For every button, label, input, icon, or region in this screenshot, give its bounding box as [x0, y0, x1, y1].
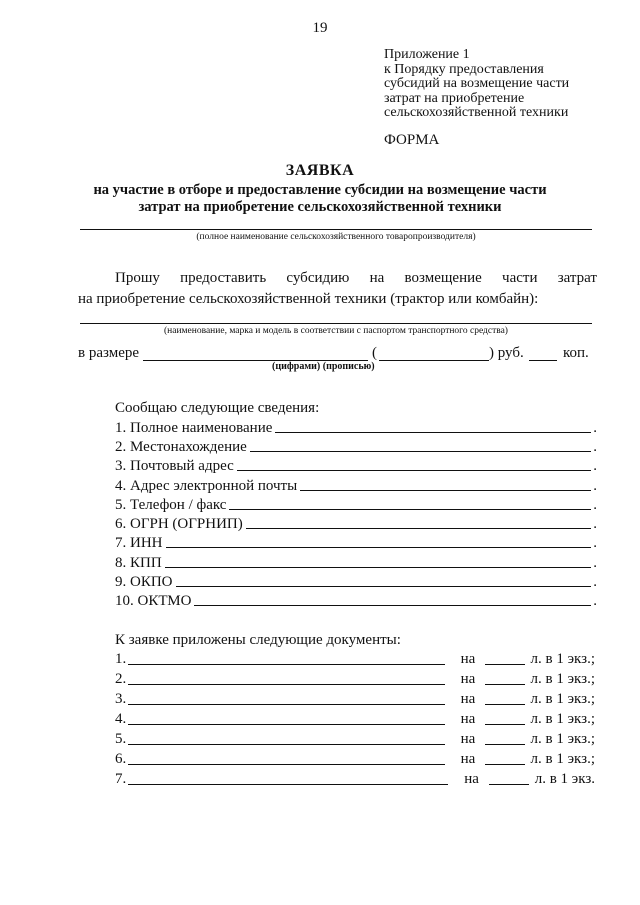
info-label: 8. КПП: [115, 555, 162, 571]
doc-pages-field[interactable]: [485, 764, 524, 765]
info-label: 2. Местонахождение: [115, 439, 247, 455]
doc-number: 6.: [115, 751, 127, 767]
amount-rub: ) руб.: [489, 345, 524, 361]
doc-number: 3.: [115, 691, 127, 707]
doc-pages-field[interactable]: [485, 724, 524, 725]
appendix-line: субсидий на возмещение части: [384, 76, 570, 91]
info-field[interactable]: [275, 432, 591, 433]
doc-number: 4.: [115, 711, 127, 727]
doc-pages-field[interactable]: [485, 684, 524, 685]
doc-name-field[interactable]: [128, 704, 444, 705]
request-line-1: [115, 270, 597, 287]
amount-words-field[interactable]: [379, 360, 489, 361]
request-word: части: [502, 270, 538, 286]
vehicle-name-field[interactable]: [80, 323, 592, 324]
amount-kop-label: коп.: [563, 345, 589, 361]
form-label: ФОРМА: [384, 132, 440, 148]
document-subtitle-line: затрат на приобретение сельскохозяйственной техники: [138, 199, 502, 215]
amount-caption: (цифрами) (прописью): [272, 361, 375, 372]
info-label: 5. Телефон / факс: [115, 497, 227, 513]
doc-name-field[interactable]: [128, 744, 444, 745]
doc-name-field[interactable]: [128, 724, 444, 725]
doc-row: 4. на л. в 1 экз.;: [115, 711, 595, 727]
request-word: на: [369, 270, 385, 286]
doc-row: 3. на л. в 1 экз.;: [115, 691, 595, 707]
producer-name-field[interactable]: [80, 229, 592, 230]
info-label: 10. ОКТМО: [115, 593, 192, 609]
doc-pages-field[interactable]: [485, 704, 524, 705]
docs-intro: К заявке приложены следующие документы:: [115, 632, 401, 648]
info-field[interactable]: [237, 470, 591, 471]
producer-name-caption: (полное наименование сельскохозяйственного товаропроизводителя): [196, 232, 476, 242]
vehicle-name-caption: (наименование, марка и модель в соответствии с паспортом транспортного средства): [164, 326, 508, 336]
doc-number: 5.: [115, 731, 127, 747]
doc-row: 6. на л. в 1 экз.;: [115, 751, 595, 767]
info-field[interactable]: [250, 451, 591, 452]
info-row: 7. ИНН .: [115, 535, 597, 551]
info-row: 3. Почтовый адрес .: [115, 458, 597, 474]
info-field[interactable]: [229, 509, 591, 510]
doc-row: 2. на л. в 1 экз.;: [115, 671, 595, 687]
document-subtitle-line: на участие в отборе и предоставление субсидии на возмещение части: [93, 182, 547, 198]
doc-number: 7.: [115, 771, 127, 787]
info-label: 7. ИНН: [115, 535, 163, 551]
doc-row: 5. на л. в 1 экз.;: [115, 731, 595, 747]
doc-number: 1.: [115, 651, 127, 667]
doc-suffix: л. в 1 экз.;: [530, 711, 595, 727]
page-number: 19: [312, 20, 328, 36]
info-label: 6. ОГРН (ОГРНИП): [115, 516, 243, 532]
request-word: предоставить: [180, 270, 267, 286]
doc-row: 1. на л. в 1 экз.;: [115, 651, 595, 667]
appendix-line: Приложение 1: [384, 47, 470, 62]
amount-open-paren: (: [372, 345, 377, 361]
appendix-line: затрат на приобретение: [384, 90, 525, 106]
request-word: возмещение: [404, 270, 482, 286]
info-field[interactable]: [246, 528, 591, 529]
info-field[interactable]: [194, 605, 591, 606]
appendix-note: [384, 48, 624, 121]
doc-row: 7. на л. в 1 экз.: [115, 771, 595, 787]
appendix-line: сельскохозяйственной техники: [384, 105, 569, 120]
info-row: 1. Полное наименование .: [115, 420, 597, 436]
request-word: затрат: [557, 270, 597, 286]
appendix-line: к Порядку предоставления: [384, 61, 544, 77]
doc-suffix: л. в 1 экз.;: [530, 731, 595, 747]
info-row: 9. ОКПО .: [115, 574, 597, 590]
info-intro: Сообщаю следующие сведения:: [115, 400, 320, 416]
info-row: 4. Адрес электронной почты .: [115, 478, 597, 494]
info-field[interactable]: [300, 490, 591, 491]
doc-number: 2.: [115, 671, 127, 687]
info-field[interactable]: [166, 547, 592, 548]
info-row: 2. Местонахождение .: [115, 439, 597, 455]
doc-name-field[interactable]: [128, 784, 448, 785]
doc-name-field[interactable]: [128, 684, 444, 685]
doc-suffix: л. в 1 экз.;: [530, 751, 595, 767]
doc-suffix: л. в 1 экз.;: [530, 691, 595, 707]
info-field[interactable]: [176, 586, 592, 587]
doc-pages-field[interactable]: [485, 744, 524, 745]
doc-suffix: л. в 1 экз.: [534, 771, 595, 787]
info-row: 8. КПП .: [115, 555, 597, 571]
request-line-2: на приобретение сельскохозяйственной техники (трактор или комбайн):: [78, 291, 539, 307]
info-row: 10. ОКТМО .: [115, 593, 597, 609]
doc-suffix: л. в 1 экз.;: [530, 651, 595, 667]
info-label: 3. Почтовый адрес: [115, 458, 234, 474]
info-label: 4. Адрес электронной почты: [115, 478, 298, 494]
info-label: 9. ОКПО: [115, 574, 173, 590]
amount-kop-field[interactable]: [529, 360, 557, 361]
info-row: 6. ОГРН (ОГРНИП) .: [115, 516, 597, 532]
doc-pages-field[interactable]: [489, 784, 529, 785]
amount-prefix: в размере: [78, 345, 140, 361]
request-word: Прошу: [115, 270, 160, 286]
doc-name-field[interactable]: [128, 664, 444, 665]
info-label: 1. Полное наименование: [115, 420, 273, 436]
info-field[interactable]: [165, 567, 592, 568]
info-row: 5. Телефон / факс .: [115, 497, 597, 513]
doc-suffix: л. в 1 экз.;: [530, 671, 595, 687]
document-title: ЗАЯВКА: [285, 162, 355, 179]
request-word: субсидию: [286, 270, 350, 286]
doc-pages-field[interactable]: [485, 664, 524, 665]
doc-name-field[interactable]: [128, 764, 444, 765]
